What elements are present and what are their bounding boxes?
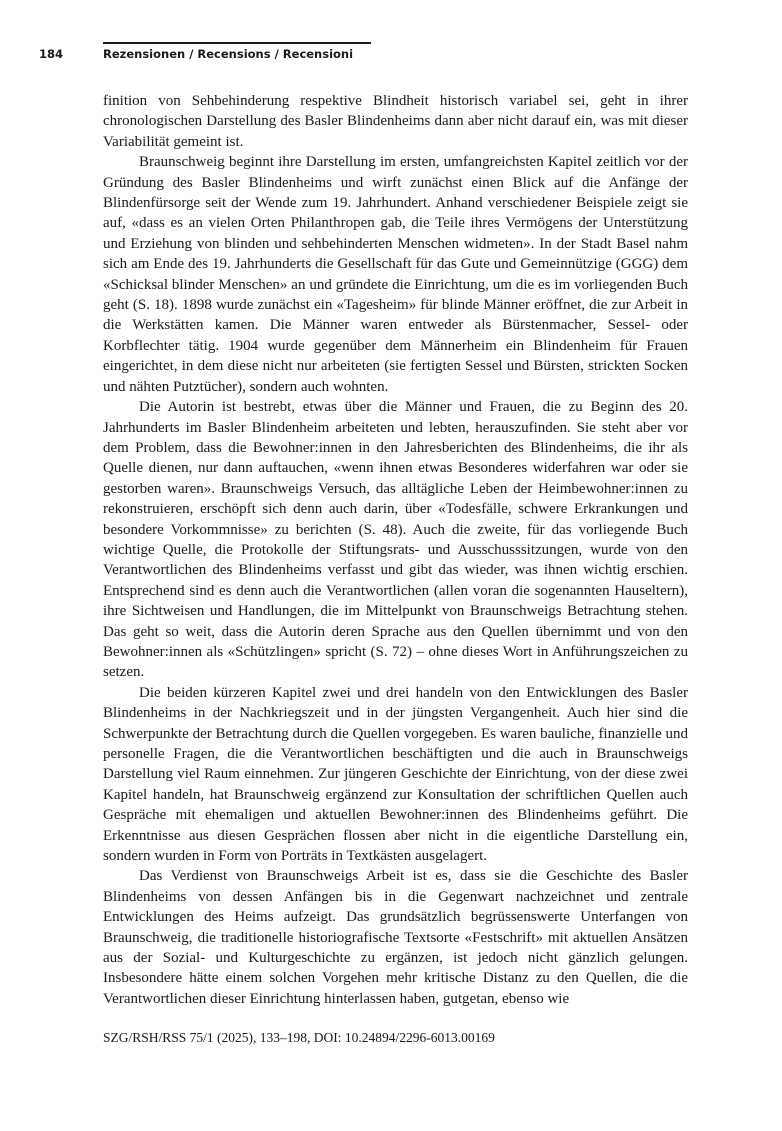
paragraph-2: Braunschweig beginnt ihre Darstellung im ersten, umfangreichsten Kapitel zeitlich vor der Gründung des Basler Blindenheims und wirft zunächst einen Blick auf die Anfänge der Blindenfürsorge seit der Wende zum 19. Jahrhundert. Anhand verschiedener Beispiele zeigt sie auf, «dass es an vielen Orten Philanthropen gab, die Teile ihres Vermögens der Unterstützung und Erziehung von blinden und sehbehinderten Menschen widmeten». In der Stadt Basel nahm sich am Ende des 19. Jahrhunderts die Gesellschaft für das Gute und Gemeinnützige (GGG) dem «Schicksal blinder Menschen» an und gründete die Einrichtung, um die es im vorliegenden Buch geht (S. 18). 1898 wurde zunächst ein «Tagesheim» für blinde Männer eröffnet, die zur Arbeit in die Werkstätten kamen. Die Männer waren entweder als Bürstenmacher, Sessel- oder Korbflechter tätig. 1904 wurde gegenüber dem Männerheim ein Blindenheim für Frauen eingerichtet, in dem diese nicht nur arbeiteten (sie fertigten Sessel und Bürsten, strickten Socken und nähten Putztücher), sondern auch wohnten. — [103, 154, 688, 395]
paragraph-4: Die beiden kürzeren Kapitel zwei und drei handeln von den Entwicklungen des Basler Blindenheims in der Nachkriegszeit und in der jüngsten Vergangenheit. Auch hier sind die Schwerpunkte der Betrachtung durch die Quellen vorgegeben. Es waren bauliche, finanzielle und personelle Fragen, die die Verantwortlichen beschäftigten und die auch in Braunschweigs Darstellung viel Raum einnehmen. Zur jüngeren Geschichte der Einrichtung, von der diese zwei Kapitel handeln, hat Braunschweig ergänzend zur Konsultation der schriftlichen Quellen auch Gespräche mit ehemaligen und aktuellen Bewohner:innen des Blindenheims geführt. Die Erkenntnisse aus diesen Gesprächen flossen aber nicht in die eigentliche Darstellung ein, sondern wurden in Form von Porträts in Textkästen ausgelagert. — [103, 684, 688, 865]
article-body — [103, 91, 688, 1009]
paragraph-3: Die Autorin ist bestrebt, etwas über die Männer und Frauen, die zu Beginn des 20. Jahrhunderts im Basler Blindenheim arbeiteten und lebten, herauszufinden. Sie steht aber vor dem Problem, dass die Bewohner:innen in den Jahresberichten des Blindenheims, die ihr als Quelle dienen, nur dann auftauchen, «wenn ihnen etwas Besonderes widerfahren war oder sie gestorben waren». Braunschweigs Versuch, das alltägliche Leben der Heimbewohner:innen zu rekonstruieren, erschöpft sich denn auch darin, über «Todesfälle, schwere Erkrankungen und besondere Vorkommnisse» zu berichten (S. 48). Auch die zweite, für das vorliegende Buch wichtige Quelle, die Protokolle der Stiftungsrats- und Ausschusssitzungen, wurde von den Verantwortlichen des Blindenheims verfasst und gibt das wieder, was ihnen wichtig erschien. Entsprechend sind es denn auch die Verantwortlichen (allen voran die sogenannten Hauseltern), ihre Sichtweisen und Handlungen, die im Mittelpunkt von Braunschweigs Betrachtung stehen. Das geht so weit, dass die Autorin deren Sprache aus den Quellen übernimmt und von den Bewohner:innen als «Schützlingen» spricht (S. 72) – ohne dieses Wort in Anführungszeichen zu setzen. — [103, 399, 688, 681]
header-rule — [103, 42, 371, 44]
running-head: Rezensionen / Recensions / Recensioni — [103, 47, 354, 61]
footer-citation: SZG/RSH/RSS 75/1 (2025), 133–198, DOI: 10.24894/2296-6013.00169 — [103, 1030, 495, 1045]
page-number: 184 — [39, 47, 64, 61]
paragraph-5: Das Verdienst von Braunschweigs Arbeit ist es, dass sie die Geschichte des Basler Blindenheims von dessen Anfängen bis in die Gegenwart nachzeichnet und zentrale Entwicklungen des Heims aufzeigt. Das grundsätzlich begrüssenswerte Unterfangen von Braunschweig, die traditionelle historiografische Textsorte «Festschrift» mit aktuellen Ansätzen aus der Sozial- und Kulturgeschichte zu ergänzen, ist jedoch nicht gänzlich gelungen. Insbesondere hätte einem solchen Vorgehen mehr kritische Distanz zu den Quellen, die die Verantwortlichen dieser Einrichtung hinterlassen haben, gutgetan, ebenso wie — [103, 868, 688, 1007]
paragraph-1: finition von Sehbehinderung respektive Blindheit historisch variabel sei, geht in ihrer chronologischen Darstellung des Basler Blindenheims dann aber nicht darauf ein, was mit dieser Variabilität gemeint ist. — [103, 93, 688, 150]
page-header — [39, 40, 739, 66]
